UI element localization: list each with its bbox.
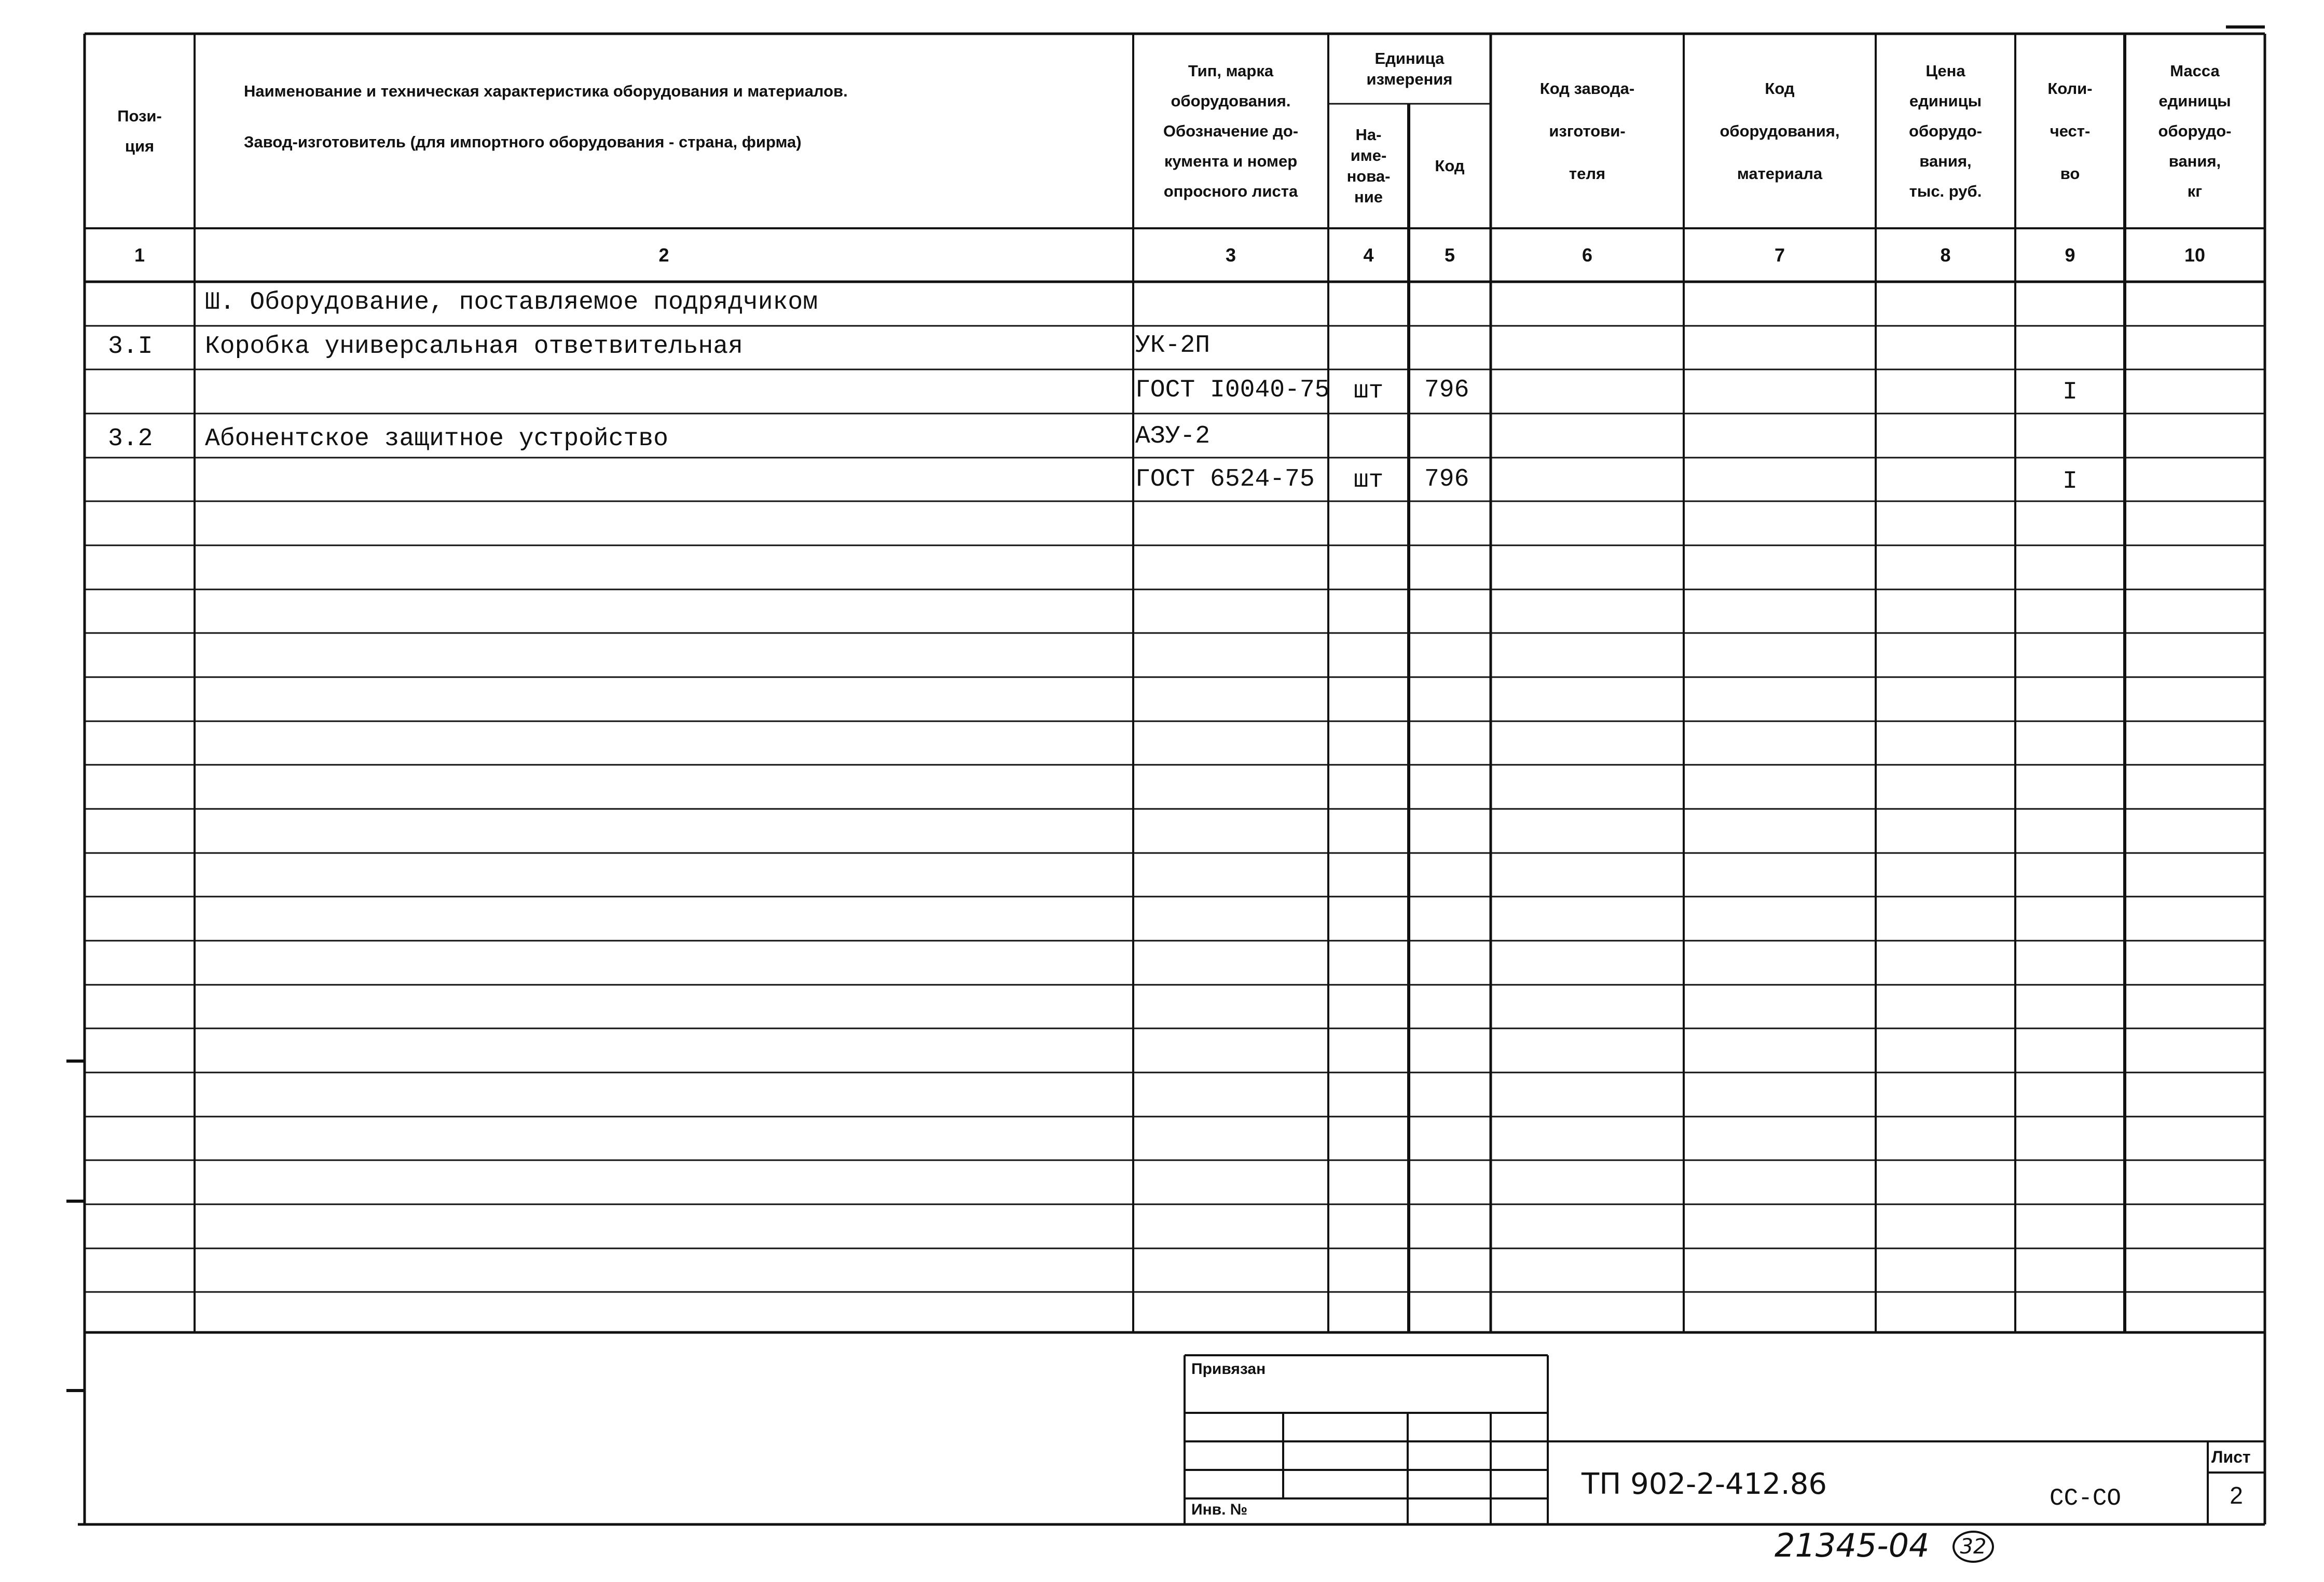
column-number: 3 xyxy=(1225,244,1236,266)
header-position: Пози- ция xyxy=(117,106,162,155)
column-number: 2 xyxy=(658,244,669,266)
header-name xyxy=(195,34,1133,228)
stamp-inventory-label: Инв. № xyxy=(1191,1501,1248,1518)
header-unit-name: На- име- нова- ние xyxy=(1346,126,1391,206)
stamp-bound-label: Привязан xyxy=(1191,1360,1266,1378)
item-position: 3.2 xyxy=(108,425,153,453)
archive-number: 21345-04 xyxy=(1775,1526,1930,1564)
item-unit-code: 796 xyxy=(1424,465,1469,493)
item-unit-code: 796 xyxy=(1424,376,1469,404)
item-unit: шт xyxy=(1353,466,1384,494)
item-unit: шт xyxy=(1353,377,1384,405)
header-name-line2: Завод-изготовитель (для импортного оборудования - страна, фирма) xyxy=(244,133,802,151)
item-quantity: I xyxy=(2062,378,2078,406)
header-unit-code: Код xyxy=(1435,157,1465,175)
item-name: Абонентское защитное устройство xyxy=(205,425,668,453)
column-number: 4 xyxy=(1363,244,1374,266)
column-number: 6 xyxy=(1582,244,1593,266)
header-equipment-code: Код оборудования, материала xyxy=(1720,79,1840,183)
header-unit-price: Цена единицы оборудо- вания, тыс. руб. xyxy=(1909,61,1982,200)
section-heading: Ш. Оборудование, поставляемое подрядчиком xyxy=(205,288,818,317)
item-document: ГОСТ 6524-75 xyxy=(1135,465,1315,493)
header-plant-code: Код завода- изготови- теля xyxy=(1539,79,1635,183)
item-document: ГОСТ I0040-75 xyxy=(1135,376,1330,404)
item-type: УК-2П xyxy=(1135,332,1211,360)
stamp-code: СС-СО xyxy=(2050,1485,2122,1512)
stamp-designation: ТП 902-2-412.86 xyxy=(1582,1467,1827,1501)
item-position: 3.I xyxy=(108,333,153,361)
stamp-sheet-number: 2 xyxy=(2230,1482,2243,1509)
column-number: 9 xyxy=(2065,244,2075,266)
stamp-sheet-label: Лист xyxy=(2211,1448,2251,1466)
item-name: Коробка универсальная ответвительная xyxy=(205,333,743,361)
column-number: 1 xyxy=(134,244,145,266)
header-type: Тип, марка оборудования. Обозначение до- кумента и номер опросного листа xyxy=(1163,61,1299,200)
item-type: АЗУ-2 xyxy=(1135,422,1211,450)
archive-page-circle xyxy=(1952,1531,1994,1563)
archive-page-number: 32 xyxy=(1960,1535,1987,1559)
header-unit-mass: Масса единицы оборудо- вания, кг xyxy=(2158,61,2232,200)
column-number: 7 xyxy=(1774,244,1785,266)
item-quantity: I xyxy=(2062,467,2078,496)
column-number: 5 xyxy=(1444,244,1455,266)
header-unit-group: Единица измерения xyxy=(1366,49,1453,88)
column-number: 10 xyxy=(2184,244,2206,266)
column-number: 8 xyxy=(1940,244,1951,266)
header-quantity: Коли- чест- во xyxy=(2047,79,2093,183)
header-name-line1: Наименование и техническая характеристика оборудования и материалов. xyxy=(244,82,848,100)
